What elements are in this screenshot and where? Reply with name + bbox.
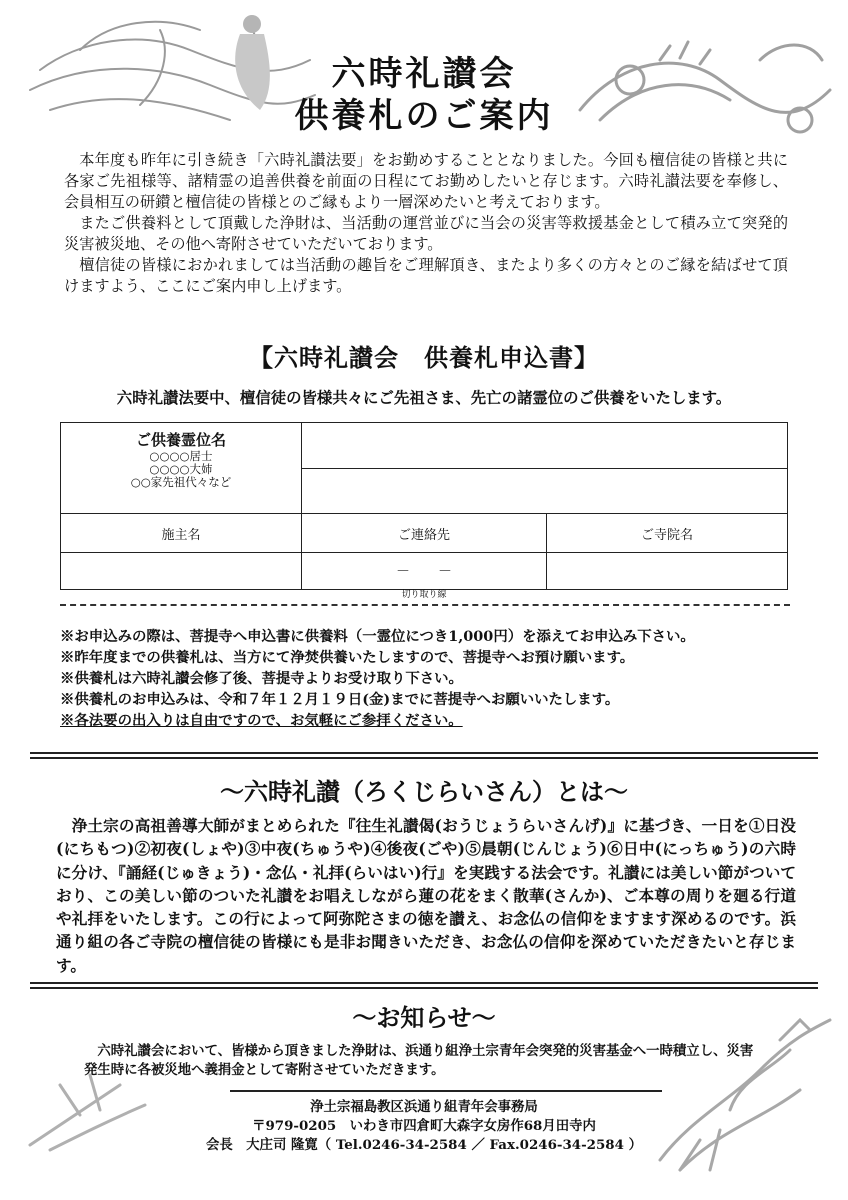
note-item: ※各法要の出入りは自由ですので、お気軽にご参拝ください。: [60, 712, 463, 729]
contact-header: ご連絡先: [302, 514, 547, 553]
footer-contact: 会長 大庄司 隆寛（ Tel.0246-34-2584 ／ Fax.0246-34-2584 ）: [206, 1137, 642, 1153]
note-item: ※お申込みの際は、菩提寺へ申込書に供養料（一霊位につき1,000円）を添えてお申込み下さい。: [60, 628, 695, 645]
news-paragraph: 六時礼讃会において、皆様から頂きました浄財は、浜通り組浄土宗青年会突発的災害基金へ一時積立し、災害発生時に各被災地へ義捐金として寄附させていただきます。: [84, 1043, 754, 1078]
about-title: ～六時礼讃（ろくじらいさん）とは～: [220, 777, 628, 806]
footer-rule: [230, 1090, 662, 1092]
intro-paragraph-1: 本年度も昨年に引き続き「六時礼讃法要」をお勤めすることとなりました。今回も檀信徒の皆様と共に各家ご先祖様等、諸精霊の追善供養を前面の日程にてお勤めしたいと存じます。六時礼讃法要を奉修し、会員相互の研鑚と檀信徒の皆様とのご縁もより一層深めたいと考えております。: [64, 151, 788, 211]
memorial-name-field-2[interactable]: [302, 468, 788, 514]
application-form: [60, 422, 788, 590]
page-title-line2: 供養札のご案内: [294, 96, 554, 136]
memorial-example: ○○家先祖代々など: [130, 475, 232, 489]
memorial-example: ○○○○大姉: [149, 462, 213, 476]
form-subtitle: 六時礼讃法要中、檀信徒の皆様共々にご先祖さま、先亡の諸霊位のご供養をいたします。: [116, 389, 732, 407]
section-divider: [30, 982, 818, 989]
note-item: ※昨年度までの供養札は、当方にて浄焚供養いたしますので、菩提寺へお預け願います。: [60, 649, 635, 666]
about-paragraph: 浄土宗の高祖善導大師がまとめられた『往生礼讃偈(おうじょうらいさんげ)』に基づき、一日を①日没(にちもつ)②初夜(しょや)③中夜(ちゅうや)④後夜(ごや)⑤晨朝(じんじょう)⑥日中(にっちゅう)の六時に分け、『誦経(じゅきょう)・念仏・礼拝(らいはい)行』を実践する法会です。礼讃には美しい節がついており、この美しい節のついた礼讃をお唱えしながら蓮の花をまく散華(さんか)、ご本尊の周りを廻る行道や礼拝をいたします。この行によって阿弥陀さまの徳を讃え、お念仏の信仰をますます深めるのです。浜通り組の各ご寺院の檀信徒の皆様にも是非お聞きいただき、お念仏の信仰を深めていただきたいと存じます。: [56, 816, 796, 975]
section-divider: [30, 752, 818, 759]
temple-name-header: ご寺院名: [547, 514, 788, 553]
intro-text: [64, 150, 788, 297]
intro-paragraph-3: 檀信徒の皆様におかれましては当活動の趣旨をご理解頂き、またより多くの方々とのご縁を結ばせて頂けますよう、ここにご案内申し上げます。: [64, 256, 788, 295]
page-title-line1: 六時礼讃会: [331, 54, 517, 94]
donor-name-field[interactable]: [61, 553, 302, 590]
contact-field[interactable]: － －: [302, 553, 547, 590]
news-title: ～お知らせ～: [352, 1003, 496, 1032]
memorial-label: ご供養霊位名: [135, 431, 226, 449]
donor-name-header: 施主名: [61, 514, 302, 553]
about-body: [56, 814, 796, 977]
footer: [0, 1098, 848, 1155]
notes-list: [60, 626, 800, 731]
memorial-name-field-1[interactable]: [302, 423, 788, 469]
memorial-label-cell: [61, 423, 302, 514]
footer-address: 〒979-0205 いわき市四倉町大森字女房作68月田寺内: [252, 1118, 596, 1134]
temple-name-field[interactable]: [547, 553, 788, 590]
footer-org: 浄土宗福島教区浜通り組青年会事務局: [310, 1099, 538, 1115]
form-title: 【六時礼讃会 供養札申込書】: [249, 343, 599, 372]
intro-paragraph-2: またご供養料として頂戴した浄財は、当活動の運営並びに当会の災害等救援基金として積み立て突発的災害被災地、その他へ寄附させていただいております。: [64, 214, 788, 253]
memorial-example: ○○○○居士: [149, 449, 213, 463]
news-body: [84, 1042, 764, 1080]
note-item: ※供養札のお申込みは、令和７年１２月１９日(金)までに菩提寺へお願いいたします。: [60, 691, 620, 708]
cutline-label: 切り取り線: [401, 590, 447, 600]
cut-line: [60, 604, 790, 606]
note-item: ※供養札は六時礼讃会修了後、菩提寺よりお受け取り下さい。: [60, 670, 463, 687]
